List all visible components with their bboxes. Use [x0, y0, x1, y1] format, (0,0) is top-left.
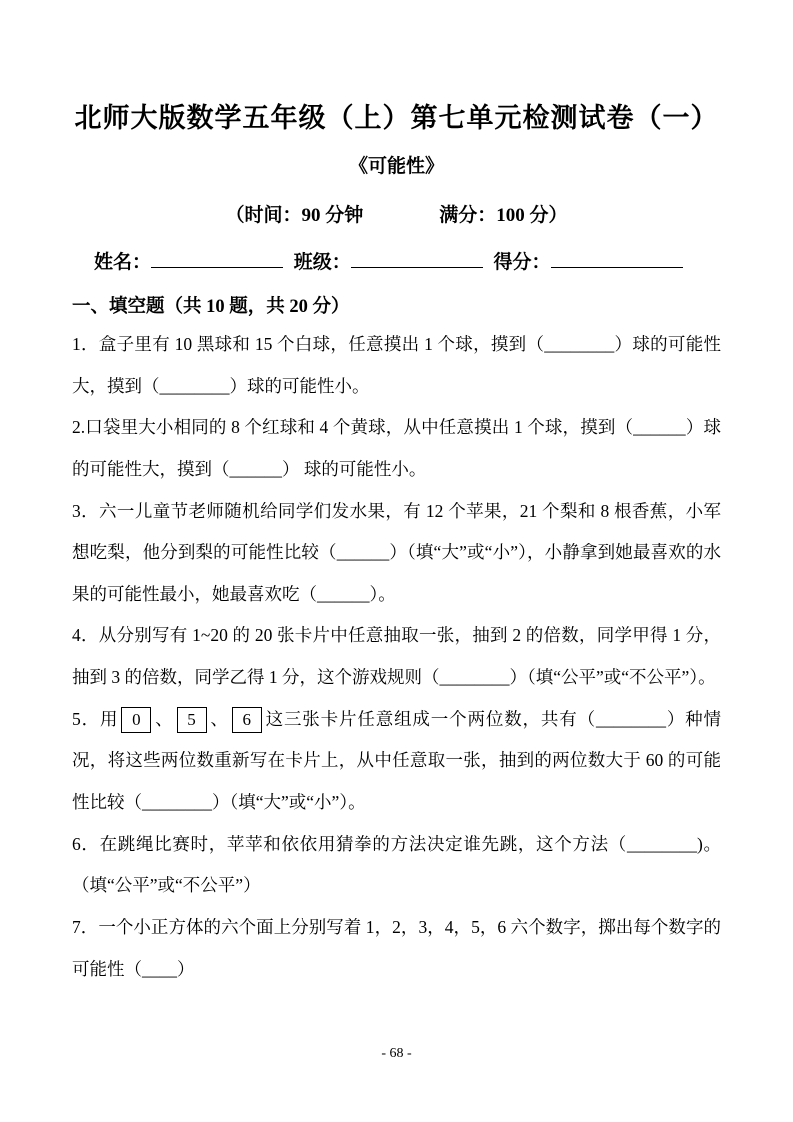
exam-subtitle: 《可能性》: [348, 156, 444, 177]
page-number: - 68 -: [381, 1046, 412, 1061]
page-title: 北师大版数学五年级（上）第七单元检测试卷（一）: [74, 103, 719, 133]
question-5: [72, 699, 721, 824]
question-5-sep2: 、: [209, 708, 229, 729]
question-7: 7．一个小正方体的六个面上分别写着 1，2，3，4，5，6 六个数字，掷出每个数字的可能性（____）: [72, 916, 721, 979]
score-blank: [551, 247, 683, 268]
digit-card-0: 0: [121, 707, 151, 734]
question-1: 1．盒子里有 10 黑球和 15 个白球，任意摸出 1 个球，摸到（________）球的可能性大，摸到（________）球的可能性小。: [72, 334, 721, 396]
question-4: 4．从分别写有 1~20 的 20 张卡片中任意抽取一张，抽到 2 的倍数，同学甲得 1 分，抽到 3 的倍数，同学乙得 1 分，这个游戏规则（________）（填“公平”或“不公平”）。: [72, 625, 721, 688]
digit-card-5: 5: [177, 707, 207, 734]
question-5-sep1: 、: [154, 708, 174, 729]
exam-time-score-info: （时间：90 分钟 满分：100 分）: [225, 205, 568, 226]
question-6: 6．在跳绳比赛时，苹苹和依依用猜拳的方法决定谁先跳，这个方法（________)。（填“公平”或“不公平”）: [72, 833, 721, 896]
student-info-row: [72, 247, 721, 274]
digit-card-6: 6: [232, 707, 262, 734]
class-label: 班级：: [293, 252, 351, 273]
score-label: 得分：: [493, 252, 551, 273]
section-1-heading: 一、填空题（共 10 题，共 20 分）: [72, 297, 350, 317]
question-3: 3．六一儿童节老师随机给同学们发水果，有 12 个苹果，21 个梨和 8 根香蕉，小军想吃梨，他分到梨的可能性比较（______）（填“大”或“小”），小静拿到她最喜欢的水果的可能性最小，她最喜欢吃（______）。: [72, 500, 721, 604]
question-5-pre: 5．用: [72, 708, 119, 729]
name-label: 姓名：: [94, 252, 152, 273]
question-5-post: 这三张卡片任意组成一个两位数，共有（________）种情况，将这些两位数重新写在卡片上，从中任意取一张，抽到的两位数大于 60 的可能性比较（________）（填“大”或“小”）。: [72, 708, 722, 813]
name-blank: [151, 247, 283, 268]
class-blank: [351, 247, 483, 268]
question-2: 2.口袋里大小相同的 8 个红球和 4 个黄球，从中任意摸出 1 个球，摸到（______）球的可能性大，摸到（______） 球的可能性小。: [72, 417, 721, 479]
